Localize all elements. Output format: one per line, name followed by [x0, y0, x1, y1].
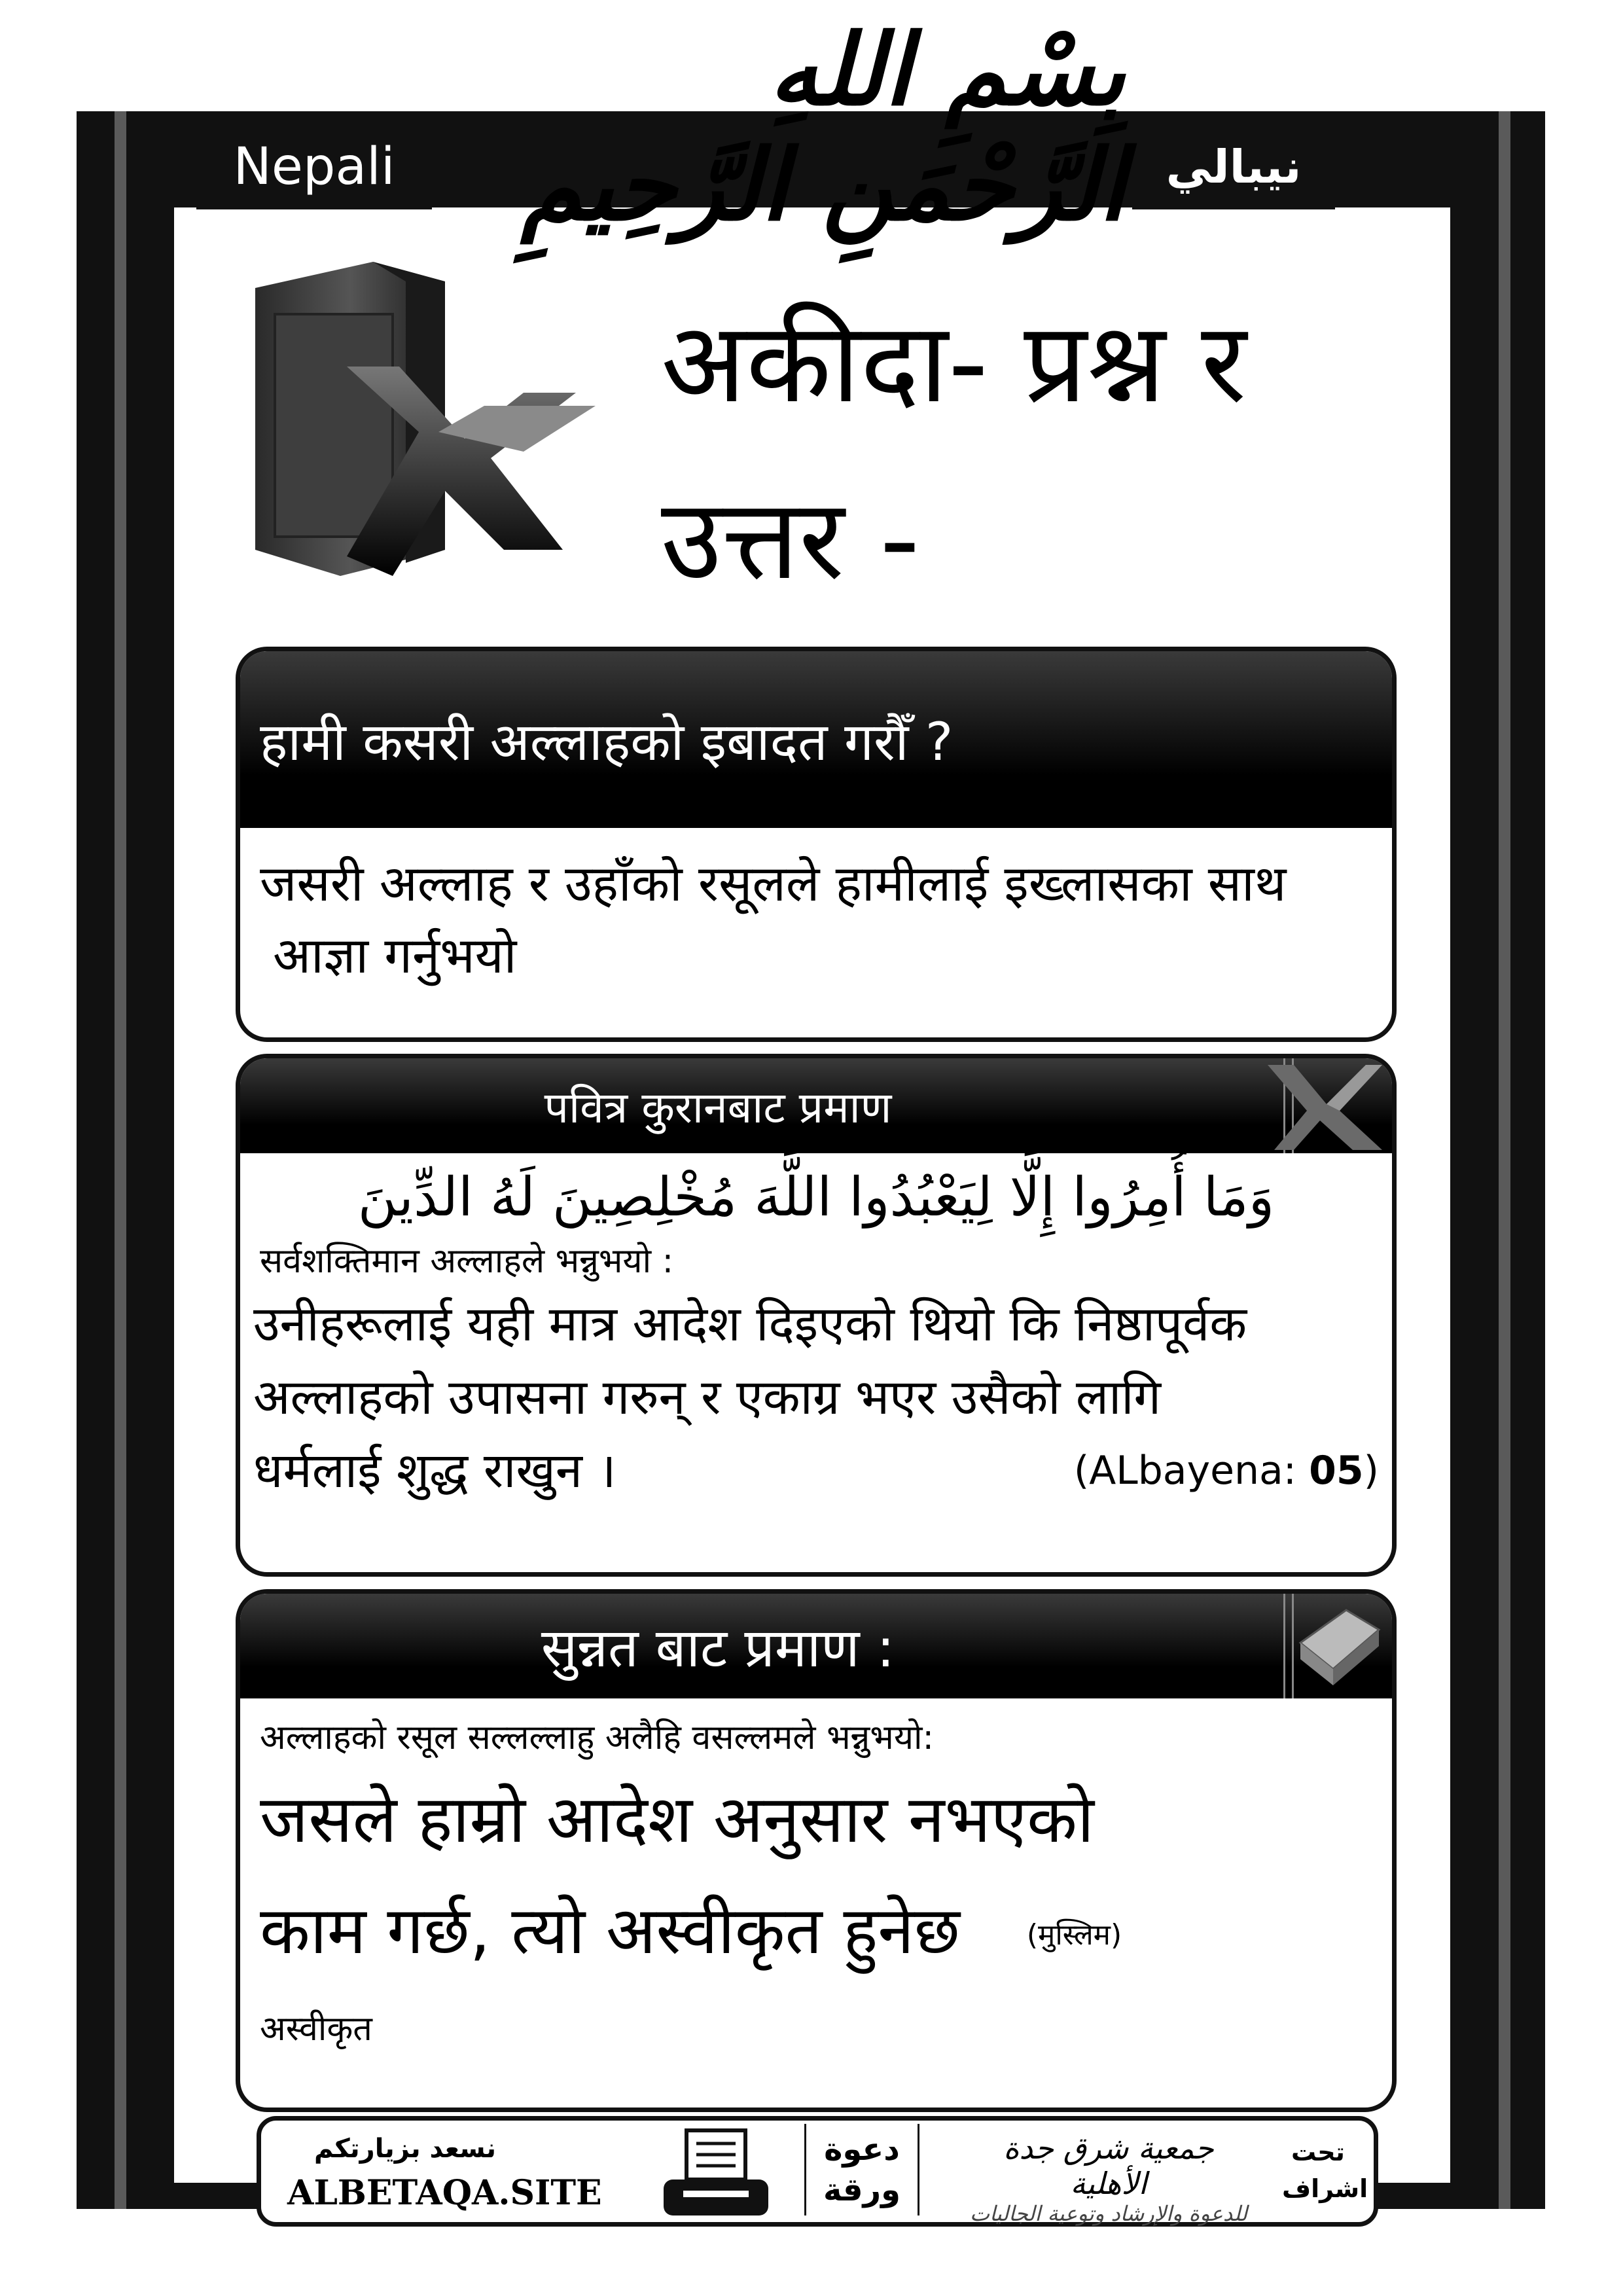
language-tab-nepali: [196, 124, 432, 209]
quran-intro: सर्वशक्तिमान अल्लाहले भन्नुभयो :: [260, 1242, 674, 1281]
hadith-text: [240, 1764, 1392, 1991]
footer-site-link[interactable]: ALBETAQA.SITE: [287, 2173, 602, 2213]
quran-line-1: उनीहरूलाई यही मात्र आदेश दिइएको थियो कि निष्ठापूर्वक: [253, 1296, 1247, 1352]
page-title: [661, 275, 1446, 628]
quran-verse-arabic: وَمَا أُمِرُوا إِلَّا لِيَعْبُدُوا اللَّهَ مُخْلِصِينَ لَهُ الدِّينَ: [357, 1166, 1275, 1229]
language-tab-arabic: [1132, 124, 1335, 209]
sunnah-intro: अल्लाहको रसूल सल्लल्लाहु अलैहि वसल्लमले भन्नुभयो:: [260, 1718, 934, 1757]
quran-line-2: अल्लाहको उपासना गरुन् र एकाग्र भएर उसैको लागि: [253, 1369, 1162, 1426]
answer-block: [240, 828, 1392, 992]
tab-label-english: Nepali: [233, 137, 395, 196]
dawah-logo: دعوة ورقة: [804, 2124, 919, 2215]
answer-line-1: जसरी अल्लाह र उहाँको रसूलले हामीलाई इख्लासका साथ: [260, 854, 1287, 912]
answer-line-2: आज्ञा गर्नुभयो: [273, 926, 517, 984]
question-heading-bar: [240, 651, 1392, 828]
question-heading: हामी कसरी अल्लाहको इबादत गरौँ ?: [260, 711, 954, 772]
frame-stripe-left: [115, 111, 126, 2209]
ref-number: 05: [1309, 1448, 1364, 1494]
supervision-label: [1282, 2134, 1368, 2207]
book-icon: [1287, 1597, 1385, 1695]
book-stand-icon: [1255, 1058, 1385, 1153]
sunnah-heading-bar: [240, 1594, 1392, 1698]
basmala-text: بِسْمِ اللهِ الرَّحْمَنِ الرَّحِيمِ: [521, 12, 1126, 243]
printer-icon: [660, 2127, 772, 2219]
sunnah-heading: सुन्नत बाट प्रमाण :: [541, 1617, 895, 1679]
hadith-line-2: काम गर्छ, त्यो अस्वीकृत हुनेछ: [260, 1892, 961, 1969]
sunnah-note: अस्वीकृत: [260, 2009, 372, 2049]
org-logo: [968, 2130, 1249, 2226]
quran-proof-card: [236, 1054, 1397, 1577]
quran-heading: पवित्र कुरानबाट प्रमाण: [544, 1082, 892, 1133]
tab-label-arabic: نيبالي: [1166, 140, 1302, 194]
title-line-2: उत्तर -: [661, 475, 920, 605]
quran-line-3: धर्मलाई शुद्ध राखुन ।: [253, 1443, 616, 1499]
ref-suffix: ): [1363, 1448, 1379, 1494]
hadith-source: (मुस्लिम): [1026, 1918, 1122, 1952]
hadith-line-1: जसले हाम्रो आदेश अनुसार नभएको: [260, 1781, 1094, 1857]
title-line-1: अकीदा- प्रश्न र: [661, 298, 1247, 428]
quran-book-icon: [249, 242, 602, 589]
basmala-calligraphy: [497, 12, 1126, 243]
footer-visit-text: نسعد بزيارتكم: [314, 2134, 496, 2164]
footer-bar: [257, 2116, 1378, 2227]
org-name: جمعية شرق جدة الأهلية: [1003, 2130, 1214, 2201]
quran-heading-bar: [240, 1058, 1392, 1153]
supervision-word-1: تحت: [1291, 2138, 1345, 2166]
sunnah-proof-card: [236, 1589, 1397, 2112]
question-card: [236, 647, 1397, 1042]
supervision-word-2: اشراف: [1282, 2174, 1368, 2203]
quran-reference: [1074, 1434, 1379, 1507]
quran-translation: [240, 1287, 1392, 1507]
org-subtitle: للدعوة والإرشاد وتوعية الجاليات: [969, 2201, 1248, 2226]
frame-stripe-right: [1499, 111, 1510, 2209]
ref-prefix: (ALbayena:: [1073, 1448, 1310, 1494]
